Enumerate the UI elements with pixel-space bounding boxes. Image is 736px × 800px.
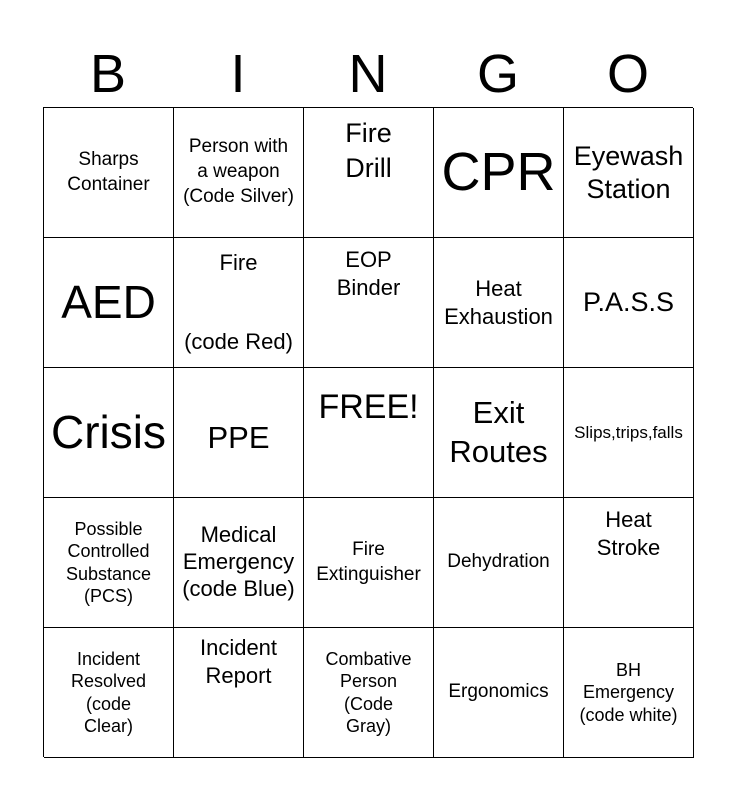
cell-text: Fire Extinguisher <box>316 538 421 585</box>
bingo-cell[interactable] <box>434 238 564 368</box>
cell-text: BH Emergency (code white) <box>579 659 678 725</box>
cell-text: Eyewash Station <box>573 140 684 204</box>
cell-text: Heat Exhaustion <box>444 276 553 329</box>
bingo-cell[interactable] <box>564 628 694 758</box>
header-letter-g: G <box>476 44 519 104</box>
cell-text: Incident Report <box>199 635 278 688</box>
bingo-cell[interactable] <box>434 368 564 498</box>
header-letter-n: N <box>348 44 388 104</box>
bingo-cell[interactable] <box>564 108 694 238</box>
cell-text: Incident Resolved (code Clear) <box>70 648 147 736</box>
cell-text: Combative Person (Code Gray) <box>325 648 412 736</box>
bingo-cell[interactable] <box>304 368 434 498</box>
bingo-cell[interactable] <box>174 108 304 238</box>
cell-text: Crisis <box>51 406 166 459</box>
cell-text: Heat Stroke <box>596 507 661 560</box>
cell-text: PPE <box>207 419 270 455</box>
bingo-cell[interactable] <box>304 628 434 758</box>
cell-text: EOP Binder <box>336 247 401 300</box>
cell-text: Medical Emergency (code Blue) <box>182 522 295 601</box>
bingo-board <box>43 107 693 757</box>
cell-text: Dehydration <box>447 551 550 573</box>
bingo-cell[interactable] <box>564 498 694 628</box>
bingo-cell[interactable] <box>434 108 564 238</box>
bingo-cell[interactable] <box>564 238 694 368</box>
bingo-cell[interactable] <box>44 368 174 498</box>
header-letter-i: I <box>230 44 246 104</box>
cell-text: Sharps Container <box>67 148 150 195</box>
bingo-header <box>43 42 693 106</box>
bingo-cell[interactable] <box>564 368 694 498</box>
bingo-cell[interactable] <box>304 108 434 238</box>
cell-text: Slips,trips,falls <box>574 422 683 442</box>
bingo-cell[interactable] <box>434 628 564 758</box>
cell-text: Possible Controlled Substance (PCS) <box>65 518 152 606</box>
cell-text: AED <box>61 276 156 329</box>
cell-text: FREE! <box>318 388 419 426</box>
bingo-cell[interactable] <box>44 628 174 758</box>
bingo-cell[interactable] <box>44 108 174 238</box>
bingo-cell[interactable] <box>44 498 174 628</box>
bingo-cell[interactable] <box>44 238 174 368</box>
cell-text: P.A.S.S <box>582 287 675 318</box>
bingo-cell[interactable] <box>304 498 434 628</box>
cell-text: CPR <box>441 141 556 202</box>
header-letter-b: B <box>89 44 127 104</box>
bingo-cell[interactable] <box>434 498 564 628</box>
bingo-cell[interactable] <box>174 368 304 498</box>
cell-text: Fire Drill <box>345 118 392 183</box>
bingo-cell[interactable] <box>174 238 304 368</box>
cell-text: Fire (code Red) <box>184 249 293 354</box>
cell-text: Exit Routes <box>449 394 548 469</box>
bingo-cell[interactable] <box>304 238 434 368</box>
cell-text: Ergonomics <box>448 681 549 703</box>
bingo-cell[interactable] <box>174 628 304 758</box>
header-letter-o: O <box>606 44 649 104</box>
bingo-cell[interactable] <box>174 498 304 628</box>
cell-text: Person with a weapon (Code Silver) <box>183 136 294 207</box>
